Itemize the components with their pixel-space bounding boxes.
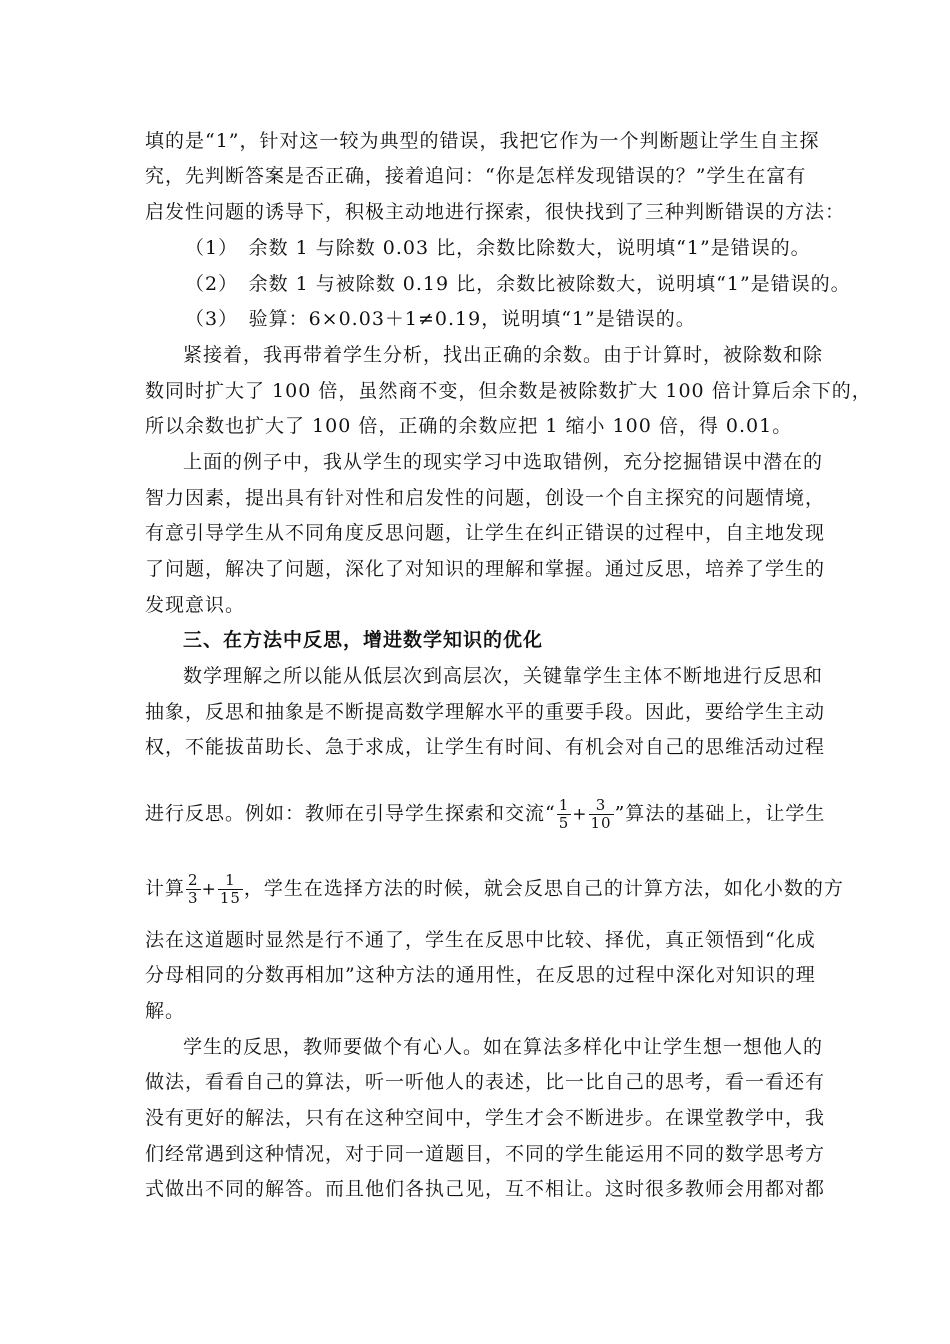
text-line: 发现意识。 <box>145 594 246 616</box>
text-line: 填的是“1”，针对这一较为典型的错误，我把它作为一个判断题让学生自主探 <box>145 130 820 152</box>
text-line: 们经常遇到这种情况，对于同一道题目，不同的学生能运用不同的数学思考方 <box>145 1143 826 1165</box>
text-line: 权，不能拔苗助长、急于求成，让学生有时间、有机会对自己的思维活动过程 <box>145 736 826 758</box>
text-line: 了问题，解决了问题，深化了对知识的理解和掌握。通过反思，培养了学生的 <box>145 558 826 580</box>
section-heading: 三、在方法中反思，增进数学知识的优化 <box>183 629 544 651</box>
text-line: 智力因素，提出具有针对性和启发性的问题，创设一个自主探究的问题情境， <box>145 487 826 509</box>
text-span: 进行反思。例如：教师在引导学生探索和交流“ <box>145 802 556 825</box>
paragraph-first-line: 数学理解之所以能从低层次到高层次，关键靠学生主体不断地进行反思和 <box>183 665 824 687</box>
text-line: 法在这道题时显然是行不通了，学生在反思中比较、择优，真正领悟到“化成 <box>145 929 816 951</box>
denominator: 3 <box>188 889 199 907</box>
text-line: 数同时扩大了 100 倍，虽然商不变，但余数是被除数扩大 100 倍计算后余下的， <box>145 380 872 402</box>
text-line: 启发性问题的诱导下，积极主动地进行探索，很快找到了三种判断错误的方法： <box>145 201 846 223</box>
list-item: （3） 验算：6×0.03＋1≠0.19，说明填“1”是错误的。 <box>185 308 696 330</box>
text-line-with-fraction <box>145 871 844 907</box>
text-line: 有意引导学生从不同角度反思问题，让学生在纠正错误的过程中，自主地发现 <box>145 522 826 544</box>
paragraph-first-line: 学生的反思，教师要做个有心人。如在算法多样化中让学生想一想他人的 <box>183 1036 824 1058</box>
denominator: 15 <box>219 889 241 907</box>
text-line: 所以余数也扩大了 100 倍，正确的余数应把 1 缩小 100 倍，得 0.01。 <box>145 415 793 437</box>
paragraph-first-line: 上面的例子中，我从学生的现实学习中选取错例，充分挖掘错误中潜在的 <box>183 451 824 473</box>
text-line: 究，先判断答案是否正确，接着追问：“你是怎样发现错误的？”学生在富有 <box>145 165 807 187</box>
numerator: 3 <box>595 796 607 814</box>
text-line: 没有更好的解法，只有在这种空间中，学生才会不断进步。在课堂教学中，我 <box>145 1107 826 1129</box>
text-line: 抽象，反思和抽象是不断提高数学理解水平的重要手段。因此，要给学生主动 <box>145 701 826 723</box>
text-span: 计算 <box>145 877 186 900</box>
fraction <box>218 872 243 907</box>
text-span: ，学生在选择方法的时候，就会反思自己的计算方法，如化小数的方 <box>243 877 844 900</box>
list-item: （2） 余数 1 与被除数 0.19 比，余数比被除数大，说明填“1”是错误的。 <box>185 273 851 295</box>
denominator: 5 <box>558 814 570 832</box>
text-line: 解。 <box>145 1000 186 1022</box>
fraction <box>186 872 201 907</box>
denominator: 10 <box>590 814 612 832</box>
numerator: 2 <box>188 871 199 889</box>
plus-sign: + <box>201 879 217 900</box>
fraction <box>557 797 572 832</box>
paragraph-first-line: 紧接着，我再带着学生分析，找出正确的余数。由于计算时，被除数和除 <box>183 344 824 366</box>
text-line-with-fraction <box>145 796 826 832</box>
text-line: 做法，看看自己的算法，听一听他人的表述，比一比自己的思考，看一看还有 <box>145 1071 826 1093</box>
plus-sign: + <box>572 804 588 825</box>
numerator: 1 <box>558 796 570 814</box>
text-line: 分母相同的分数再相加”这种方法的通用性，在反思的过程中深化对知识的理 <box>145 964 816 986</box>
numerator: 1 <box>225 871 236 889</box>
list-item: （1） 余数 1 与除数 0.03 比，余数比除数大，说明填“1”是错误的。 <box>185 237 811 259</box>
text-line: 式做出不同的解答。而且他们各执己见，互不相让。这时很多教师会用都对都 <box>145 1178 826 1200</box>
fraction <box>589 797 614 832</box>
text-span: ”算法的基础上，让学生 <box>614 802 826 825</box>
